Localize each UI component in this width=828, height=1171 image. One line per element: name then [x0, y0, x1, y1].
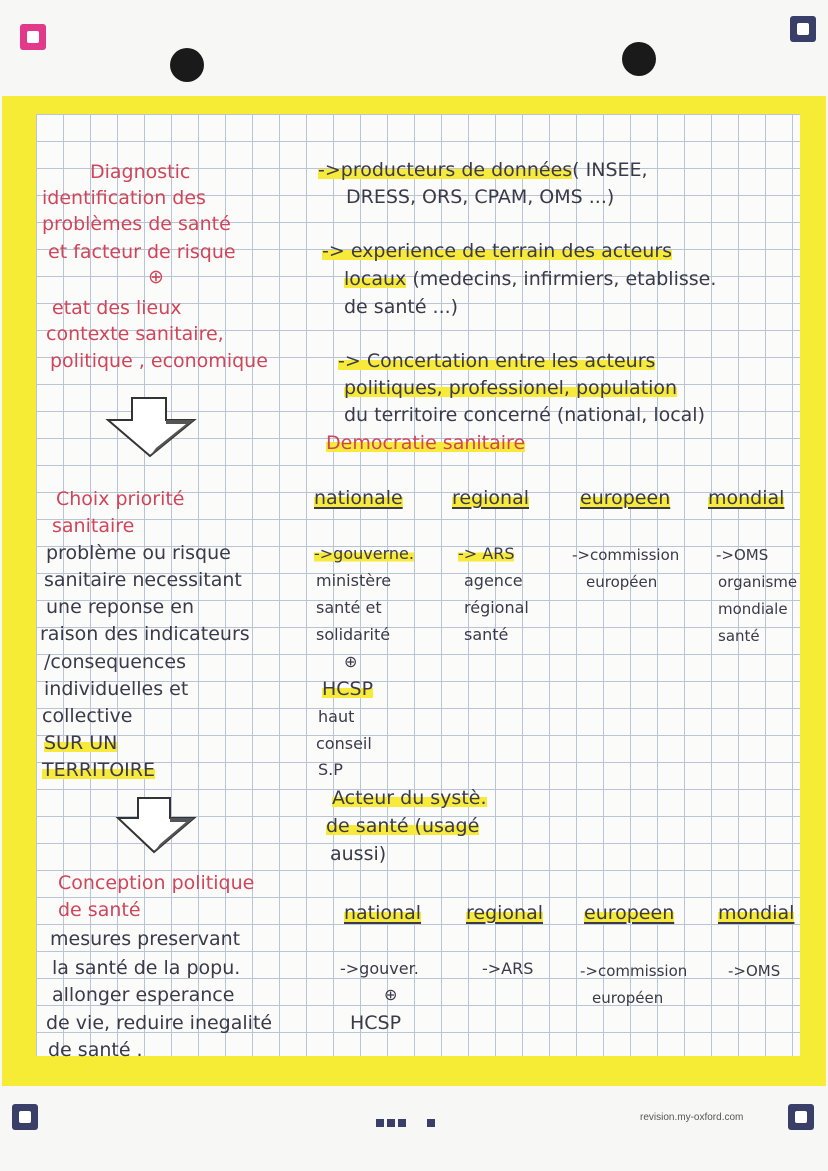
reg3-1: ->ARS — [482, 959, 534, 978]
choix-line-7: collective — [42, 705, 133, 727]
eur-2: européen — [586, 573, 658, 591]
diag-line-3: et facteur de risque — [48, 241, 236, 263]
reg-4: santé — [464, 625, 509, 644]
choix-line-6: individuelles et — [44, 678, 189, 700]
sur-un: SUR UN — [44, 732, 118, 754]
nat-3: santé et — [316, 598, 382, 617]
header-europeen: europeen — [580, 487, 671, 509]
choix-line-4: raison des indicateurs — [40, 623, 250, 645]
experience-line-2: locaux (medecins, infirmiers, etablisse. — [344, 268, 717, 290]
reg-1: -> ARS — [458, 544, 515, 563]
experience-line: -> experience de terrain des acteurs — [322, 240, 673, 262]
concep-line-2: la santé de la popu. — [52, 957, 241, 979]
footer-url: revision.my-oxford.com — [640, 1112, 744, 1123]
corner-mark-bottom-left-icon — [12, 1104, 38, 1130]
diagnostic-title: Diagnostic — [90, 161, 191, 183]
territoire: TERRITOIRE — [42, 759, 155, 781]
producteurs-line: ->producteurs de données( INSEE, — [318, 159, 648, 181]
nat-haut: haut — [318, 707, 355, 726]
choix-line-2: sanitaire necessitant — [44, 569, 242, 591]
acteur-2: de santé (usagé — [326, 815, 480, 837]
nat-sp: S.P — [318, 760, 343, 779]
experience-line-3: de santé ...) — [344, 296, 459, 318]
concep-line-4: de vie, reduire inegalité — [46, 1012, 273, 1034]
diag-line-2: problèmes de santé — [42, 213, 231, 235]
eur-1: ->commission — [572, 546, 680, 564]
down-arrow-icon-2 — [114, 796, 200, 856]
header3-mondial: mondial — [718, 902, 795, 924]
down-arrow-icon — [104, 396, 200, 460]
binder-hole-right — [622, 42, 656, 76]
concep-line-3: allonger esperance — [52, 984, 235, 1006]
producteurs-highlight: ->producteurs de données — [318, 159, 573, 181]
nat3-plus-icon: ⊕ — [384, 985, 398, 1004]
nat3-hcsp: HCSP — [350, 1012, 402, 1034]
footer-pagination-icon — [376, 1112, 438, 1131]
acteur-1: Acteur du systè. — [332, 787, 487, 809]
nat-4: solidarité — [316, 625, 391, 644]
acteur-3: aussi) — [330, 843, 387, 865]
corner-mark-top-left-icon — [20, 24, 46, 50]
mon-1: ->OMS — [716, 546, 769, 564]
choix-line-5: /consequences — [44, 651, 186, 673]
diag-line-5: contexte sanitaire, — [46, 323, 224, 345]
producteurs-line-2: DRESS, ORS, CPAM, OMS ...) — [346, 186, 615, 208]
democratie-sanitaire: Democratie sanitaire — [326, 432, 526, 454]
nat-conseil: conseil — [316, 734, 372, 753]
header-mondial: mondial — [708, 487, 785, 509]
diag-line-1: identification des — [42, 187, 206, 209]
nat-1: ->gouverne. — [314, 544, 414, 563]
reg-3: régional — [464, 598, 529, 617]
header-nationale: nationale — [314, 487, 403, 509]
concep-line-1: mesures preservant — [50, 928, 241, 950]
concertation-line-3: du territoire concerné (national, local) — [344, 404, 705, 426]
diag-line-4: etat des lieux — [52, 297, 182, 319]
mon-2: organisme — [718, 573, 798, 591]
nat3-1: ->gouver. — [340, 959, 419, 978]
corner-mark-top-right-icon — [790, 16, 816, 42]
mon-3: mondiale — [718, 600, 788, 618]
mon-4: santé — [718, 627, 760, 645]
nat-2: ministère — [316, 571, 392, 590]
concertation-line: -> Concertation entre les acteurs — [338, 350, 656, 372]
header3-regional: regional — [466, 902, 544, 924]
conception-title-2: de santé — [58, 899, 141, 921]
header3-europeen: europeen — [584, 902, 675, 924]
nat-plus-icon: ⊕ — [344, 652, 358, 671]
nat-hcsp: HCSP — [322, 678, 374, 700]
choix-line-1: problème ou risque — [46, 542, 231, 564]
eur3-1: ->commission — [580, 962, 688, 980]
choix-title-2: sanitaire — [52, 515, 135, 537]
eur3-2: européen — [592, 989, 664, 1007]
choix-title-1: Choix priorité — [56, 488, 185, 510]
header3-national: national — [344, 902, 422, 924]
concertation-line-2: politiques, professionel, population — [344, 377, 678, 399]
diag-line-6: politique , economique — [50, 350, 268, 372]
binder-hole-left — [170, 48, 204, 82]
conception-title-1: Conception politique — [58, 872, 255, 894]
concep-line-5: de santé . — [48, 1039, 143, 1061]
mon3-1: ->OMS — [728, 962, 781, 980]
reg-2: agence — [464, 571, 523, 590]
header-regional: regional — [452, 487, 530, 509]
corner-mark-bottom-right-icon — [788, 1104, 814, 1130]
choix-line-3: une reponse en — [46, 596, 194, 618]
plus-icon: ⊕ — [148, 266, 164, 288]
